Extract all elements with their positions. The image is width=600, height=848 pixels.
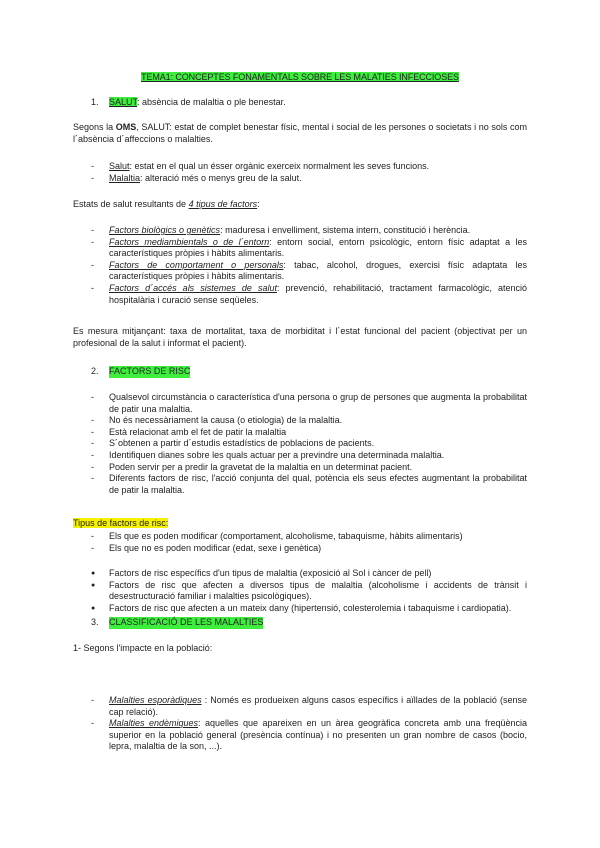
list-item: - Qualsevol circumstància o característica d'una persona o grup de persones que augmenta la probabilitat de patir una malaltia. xyxy=(91,392,527,415)
section-1-number: 1. xyxy=(91,97,99,107)
factor-term: Factors de comportament o personals xyxy=(109,259,284,270)
def-text: : estat en el qual un ésser orgànic exerceix normalment les seves funcions. xyxy=(129,161,430,171)
tipus-list xyxy=(91,531,527,554)
tipus-label: Tipus de factors de risc: xyxy=(73,518,169,528)
list-item xyxy=(91,161,527,173)
list-item xyxy=(91,718,527,753)
estats-paragraph xyxy=(73,199,527,211)
list-item xyxy=(91,225,527,237)
risc-list xyxy=(91,392,527,496)
classif-term: Malalties esporàdiques xyxy=(109,695,202,705)
section-2-title: FACTORS DE RISC xyxy=(109,366,191,376)
section-3-number: 3. xyxy=(91,617,99,627)
list-item: ● Factors de risc que afecten a un mateix dany (hipertensió, colesterolemia i tabaquisme i cardiopatia). xyxy=(91,603,527,615)
list-item xyxy=(91,283,527,306)
estats-term: 4 tipus de factors xyxy=(188,199,258,209)
salut-definition: : absència de malaltia o ple benestar. xyxy=(137,97,286,107)
list-item: - S´obtenen a partir d´estudis estadístics de poblacions de pacients. xyxy=(91,438,527,450)
list-item xyxy=(91,695,527,718)
oms-pre: Segons la xyxy=(73,122,116,132)
factor-term: Factors d´accés als sistemes de salut xyxy=(109,282,277,293)
tipus-heading xyxy=(73,518,527,530)
section-1-line xyxy=(109,97,286,109)
def-text: : alteració més o menys greu de la salut. xyxy=(140,172,302,183)
classif-term: Malalties endèmiques xyxy=(109,718,199,729)
classif-text: : Només es produeixen alguns casos específics i aïllades de la població (sense cap relació). xyxy=(109,695,527,717)
oms-paragraph xyxy=(73,122,527,145)
list-item: - Identifiquen dianes sobre les quals actuar per a previndre una determinada malaltia. xyxy=(91,450,527,462)
factor-text: : maduresa i envelliment, sistema intern, constitució i herència. xyxy=(220,225,471,235)
list-item: - Els que es poden modificar (comportament, alcoholisme, tabaquisme, hàbits alimentaris) xyxy=(91,531,527,543)
oms-bold: OMS xyxy=(115,122,137,132)
list-item xyxy=(91,237,527,260)
factor-term: Factors mediambientals o de l´entorn xyxy=(109,236,270,247)
list-item: ● Factors de risc que afecten a diversos tipus de malaltia (alcoholisme i accidents de trànsit i desestructuració familiar i malalties psicològiques). xyxy=(91,580,527,603)
list-item: ● Factors de risc específics d'un tipus de malaltia (exposició al Sol i càncer de pell) xyxy=(91,568,527,580)
estats-post: : xyxy=(257,199,260,209)
list-item xyxy=(91,173,527,185)
definitions-list xyxy=(91,161,527,184)
bullet-list xyxy=(91,568,527,614)
factor-term: Factors biològics o genètics xyxy=(109,225,221,235)
list-item: - Està relacionat amb el fet de patir la malaltia xyxy=(91,427,527,439)
factors-list xyxy=(91,225,527,306)
document-title xyxy=(0,72,600,84)
factor-text: : tabac, alcohol, drogues, exercisi físic adaptata les característiques pròpies i hàbits alimentaris. xyxy=(109,259,527,282)
list-item xyxy=(91,260,527,283)
list-item: - No és necessàriament la causa (o etiologia) de la malaltia. xyxy=(91,415,527,427)
classification-list xyxy=(91,695,527,753)
factor-text: : prevenció, rehabilitació, tractament farmacològic, atenció hospitalària i curació sense seqüeles. xyxy=(109,282,527,305)
list-item: - Poden servir per a predir la gravetat de la malaltia en un determinat pacient. xyxy=(91,462,527,474)
title-text: TEMA1: CONCEPTES FONAMENTALS SOBRE LES MALATIES INFECCIOSES xyxy=(141,72,459,82)
def-term: Salut xyxy=(109,161,130,171)
segons-line: 1- Segons l'impacte en la població: xyxy=(73,643,213,653)
section-2-number: 2. xyxy=(91,366,99,376)
estats-pre: Estats de salut resultants de xyxy=(73,199,189,209)
factor-text: : entorn social, entorn psicològic, entorn físic adaptat a les característiques pròpies i hàbits alimentaris. xyxy=(109,236,527,259)
section-3-title: CLASSIFICACIÓ DE LES MALALTIES xyxy=(109,617,264,627)
salut-term: SALUT xyxy=(109,97,138,107)
classif-text: : aquelles que apareixen en un àrea geogràfica concreta amb una freqüència superior en la població general (presència contínua) i no presenten un gran nombre de casos (bocio, lepra, malaltia de la son, ...). xyxy=(109,718,528,752)
mesura-paragraph: Es mesura mitjançant: taxa de mortalitat, taxa de morbiditat i l´estat funcional del pacient (objectivat per un profesional de la salut i informat el pacient). xyxy=(73,326,527,348)
oms-text: , SALUT: estat de complet benestar físic, mental i social de les persones o societats i no sols com l´absència d´affeccions o malalties. xyxy=(73,122,528,144)
def-term: Malaltia xyxy=(109,172,141,183)
list-item: - Diferents factors de risc, l'acció conjunta del qual, potència els seus efectes augmentant la probabilitat de patir la malaltia. xyxy=(91,473,527,496)
list-item: - Els que no es poden modificar (edat, sexe i genètica) xyxy=(91,543,527,555)
